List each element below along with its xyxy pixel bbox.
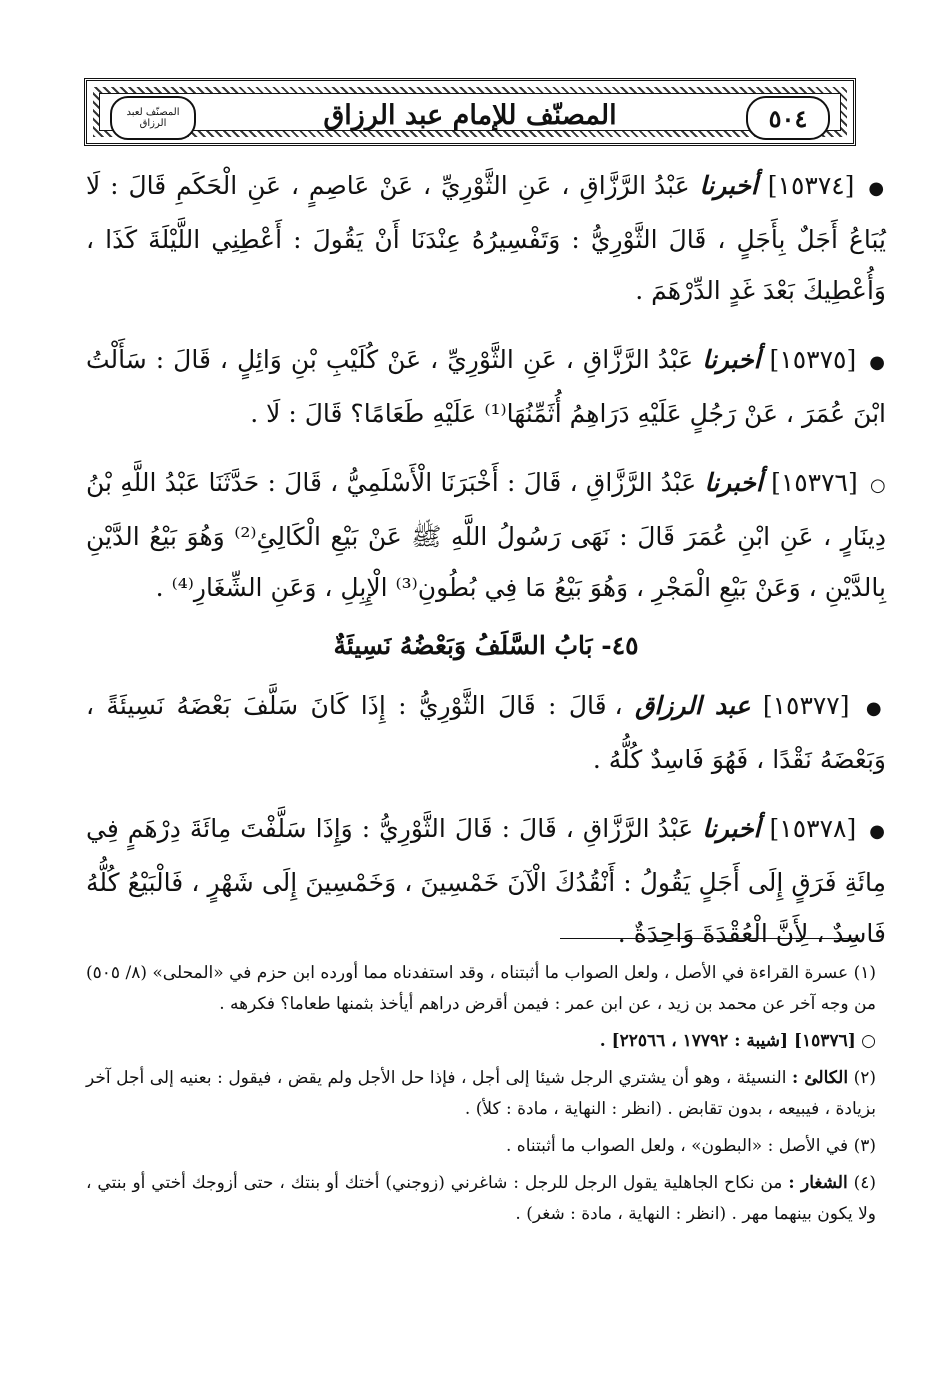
book-emblem-icon: المصنّف لعبد الرزاق (110, 96, 196, 140)
page-number: ٥٠٤ (746, 96, 830, 140)
entry-lead: أخبرنا (704, 468, 763, 497)
footnote-text: من نكاح الجاهلية يقول الرجل للرجل : شاغرني (زوجني) أختك أو بنتك ، حتى أزوجك أختي أو بنتي ، ولا يكون بينهما مهر . (انظر : النهاية ، مادة : شغر) . (86, 1173, 876, 1224)
entry-lead: عبد الرزاق (634, 691, 751, 720)
entry-text: عَبْدُ الرَّزَّاقِ ، عَنِ الثَّوْرِيِّ ، عَنْ كُلَيْبِ بْنِ وَائِلٍ ، قَالَ : سَأَلْتُ ابْنَ عُمَرَ ، عَنْ رَجُلٍ عَلَيْهِ دَرَاهِمُ أُثَمِّنُهَا⁽¹⁾ عَلَيْهِ طَعَامًا؟ قَالَ : لَا . (86, 345, 886, 428)
entry-text: عَبْدُ الرَّزَّاقِ ، قَالَ : قَالَ الثَّوْرِيُّ : وَإِذَا سَلَّفْتَ مِائَةَ دِرْهَمٍ فِي مِائَةِ فَرَقٍ إِلَى أَجَلٍ يَقُولُ : أَنْقُدُكَ الْآنَ خَمْسِينَ ، وَخَمْسِينَ إِلَى شَهْرٍ ، فَالْبَيْعُ كُلُّهُ فَاسِدٌ ، لِأَنَّ الْعُقْدَةَ وَاحِدَةٌ . (86, 814, 886, 948)
entry-text: عَبْدُ الرَّزَّاقِ ، عَنِ الثَّوْرِيِّ ، عَنْ عَاصِمٍ ، عَنِ الْحَكَمِ قَالَ : لَا يُبَاعُ أَجَلٌ بِأَجَلٍ ، قَالَ الثَّوْرِيُّ : وَتَفْسِيرُهُ عِنْدَنَا أَنْ يَقُولَ : أَعْطِنِي اللَّيْلَةَ كَذَا ، وَأُعْطِيكَ بَعْدَ غَدٍ الدِّرْهَمَ . (86, 171, 886, 305)
entry-text: عَبْدُ الرَّزَّاقِ ، قَالَ : أَخْبَرَنَا الْأَسْلَمِيُّ ، قَالَ : حَدَّثَنَا عَبْدُ اللَّهِ بْنُ دِينَارٍ ، عَنِ ابْنِ عُمَرَ قَالَ : نَهَى رَسُولُ اللَّهِ ﷺ عَنْ بَيْعِ الْكَالِئِ⁽²⁾ وَهُوَ بَيْعُ الدَّيْنِ بِالدَّيْنِ ، وَعَنْ بَيْعِ الْمَجْرِ ، وَهُوَ بَيْعُ مَا فِي بُطُونِ⁽³⁾ الْإِبِلِ ، وَعَنِ الشِّغَارِ⁽⁴⁾ . (86, 468, 886, 602)
entry-marker: ● (869, 352, 886, 373)
header-inner-panel (99, 93, 841, 131)
footnote-label: ○ (861, 1031, 876, 1051)
entry-text: ، قَالَ : قَالَ الثَّوْرِيُّ : إِذَا كَانَ سَلَّفَ بَعْضَهُ نَسِيئَةً ، وَبَعْضَهُ نَقْدًا ، فَهُوَ فَاسِدٌ كُلُّهُ . (86, 691, 886, 774)
entry-marker: ● (865, 698, 887, 719)
entry-number: [١٥٣٧٤] (767, 171, 855, 200)
footnote-label: (٢) (853, 1068, 877, 1088)
footnote-2 (86, 1063, 876, 1125)
footnote-label: (٤) (853, 1173, 877, 1193)
hadith-entry-15376 (86, 457, 886, 613)
hadith-entry-15377 (86, 680, 886, 785)
footnote-label: (١) (853, 963, 876, 983)
chapter-heading: ٤٥- بَابُ السَّلَفُ وَبَعْضُهُ نَسِيئَةٌ (333, 631, 639, 660)
footnote-text: النسيئة ، وهو أن يشتري الرجل شيئا إلى أجل ، فإذا حل الأجل ولم يقض ، فيقول : بعنيه إلى أجل آخر بزيادة ، فيبيعه ، بدون تقابض . (انظر : النهاية ، مادة : كلأ) . (86, 1068, 876, 1119)
hadith-entry-15375 (86, 334, 886, 439)
footnote-1 (86, 958, 876, 1020)
footnote-source-15376 (86, 1026, 876, 1057)
entry-marker: ● (868, 178, 886, 199)
footnote-term: [١٥٣٧٦] [شيبة : ١٧٧٩٢ ، ٢٢٥٦٦] . (599, 1031, 856, 1051)
entry-lead: أخبرنا (699, 171, 758, 200)
footnote-term: الكالئ : (791, 1068, 849, 1088)
main-text (86, 160, 886, 977)
footnote-3 (86, 1131, 876, 1162)
entry-number: [١٥٣٧٨] (769, 814, 857, 843)
footnote-term: الشغار : (788, 1173, 848, 1193)
footnotes (86, 958, 876, 1236)
entry-marker: ● (869, 821, 886, 842)
footnote-4 (86, 1168, 876, 1230)
entry-lead: أخبرنا (702, 814, 761, 843)
running-title: المصنّف للإمام عبد الرزاق (323, 100, 617, 131)
footnote-text: في الأصل : «البطون» ، ولعل الصواب ما أثبتناه . (506, 1136, 849, 1156)
hadith-entry-15374 (86, 160, 886, 316)
entry-number: [١٥٣٧٧] (762, 691, 850, 720)
entry-lead: أخبرنا (702, 345, 761, 374)
footnote-separator (560, 938, 860, 939)
entry-number: [١٥٣٧٥] (769, 345, 857, 374)
entry-number: [١٥٣٧٦] (771, 468, 858, 497)
entry-marker: ○ (869, 475, 886, 496)
hadith-entry-15378 (86, 803, 886, 959)
footnote-label: (٣) (853, 1136, 876, 1156)
footnote-text: عسرة القراءة في الأصل ، ولعل الصواب ما أثبتناه ، وقد استفدناه مما أورده ابن حزم في «المحلى» (٨/ ٥٠٥) من وجه آخر عن محمد بن زيد ، عن ابن عمر : فيمن أقرض دراهم أيأخذ بثمنها طعاما؟ فكرهه . (86, 963, 876, 1014)
page-header (84, 78, 856, 146)
